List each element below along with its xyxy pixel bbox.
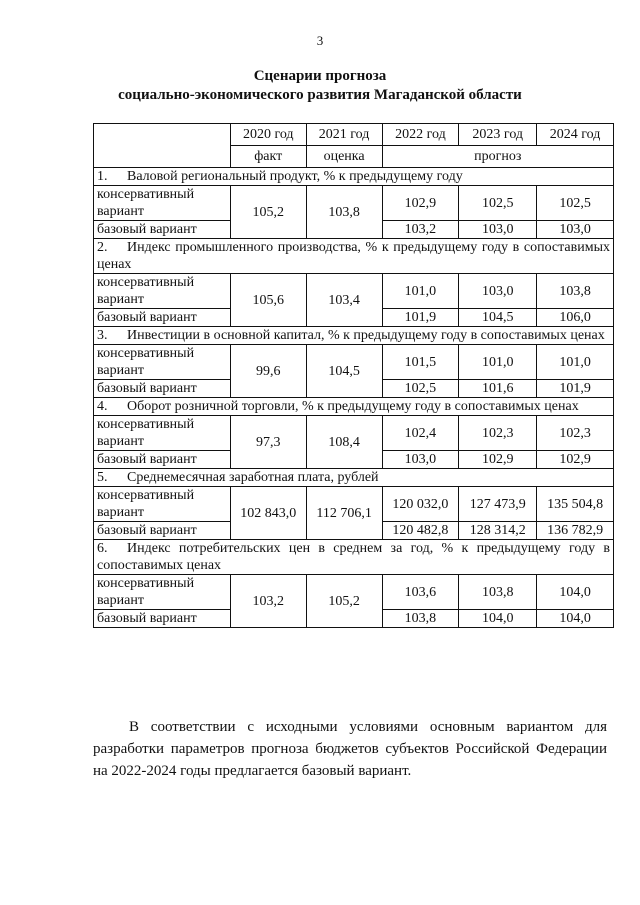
document-title xyxy=(0,67,640,105)
conservative-2023: 103,8 xyxy=(459,575,537,610)
value-2020: 97,3 xyxy=(230,416,306,469)
row-label-conservative: консервативный вариант xyxy=(94,274,231,309)
conservative-2024: 104,0 xyxy=(537,575,614,610)
conservative-2024: 101,0 xyxy=(537,345,614,380)
conservative-2022: 120 032,0 xyxy=(382,487,459,522)
row-label-base: базовый вариант xyxy=(94,610,231,628)
conservative-row xyxy=(94,274,614,309)
base-2023: 102,9 xyxy=(459,451,537,469)
base-2023: 128 314,2 xyxy=(459,522,537,540)
forecast-table xyxy=(93,123,614,628)
value-2021: 104,5 xyxy=(306,345,382,398)
conservative-row xyxy=(94,416,614,451)
conservative-2022: 101,5 xyxy=(382,345,459,380)
header-empty-cell xyxy=(94,124,231,168)
section-title-cell xyxy=(94,540,614,575)
header-estimate: оценка xyxy=(306,146,382,168)
section-number: 3. xyxy=(97,328,108,343)
base-2024: 136 782,9 xyxy=(537,522,614,540)
header-fact: факт xyxy=(230,146,306,168)
row-label-conservative: консервативный вариант xyxy=(94,487,231,522)
value-2020: 102 843,0 xyxy=(230,487,306,540)
conservative-2024: 103,8 xyxy=(537,274,614,309)
conservative-2023: 127 473,9 xyxy=(459,487,537,522)
base-2023: 104,5 xyxy=(459,309,537,327)
section-title: Индекс потребительских цен в среднем за год, % к предыдущему году в сопоставимых ценах xyxy=(97,541,610,573)
conservative-2024: 102,5 xyxy=(537,186,614,221)
header-year-2021: 2021 год xyxy=(306,124,382,146)
base-2024: 102,9 xyxy=(537,451,614,469)
value-2020: 105,2 xyxy=(230,186,306,239)
value-2021: 108,4 xyxy=(306,416,382,469)
row-label-base: базовый вариант xyxy=(94,309,231,327)
value-2021: 103,8 xyxy=(306,186,382,239)
section-number: 2. xyxy=(97,240,108,255)
conservative-2023: 103,0 xyxy=(459,274,537,309)
value-2021: 103,4 xyxy=(306,274,382,327)
base-2024: 101,9 xyxy=(537,380,614,398)
conservative-row xyxy=(94,345,614,380)
section-header-row xyxy=(94,239,614,274)
conservative-2023: 101,0 xyxy=(459,345,537,380)
section-number: 4. xyxy=(97,399,108,414)
row-label-base: базовый вариант xyxy=(94,380,231,398)
row-label-conservative: консервативный вариант xyxy=(94,186,231,221)
value-2021: 112 706,1 xyxy=(306,487,382,540)
section-header-row xyxy=(94,540,614,575)
section-title: Оборот розничной торговли, % к предыдущему году в сопоставимых ценах xyxy=(127,399,579,414)
header-year-2020: 2020 год xyxy=(230,124,306,146)
base-2022: 101,9 xyxy=(382,309,459,327)
value-2020: 105,6 xyxy=(230,274,306,327)
conservative-2024: 102,3 xyxy=(537,416,614,451)
section-title: Индекс промышленного производства, % к предыдущему году в сопоставимых ценах xyxy=(97,240,610,272)
header-year-2024: 2024 год xyxy=(537,124,614,146)
base-2023: 101,6 xyxy=(459,380,537,398)
title-line-2: социально-экономического развития Магаданской области xyxy=(118,87,522,103)
conservative-2024: 135 504,8 xyxy=(537,487,614,522)
page-number: 3 xyxy=(316,33,324,48)
section-header-row xyxy=(94,398,614,416)
section-title-cell xyxy=(94,168,614,186)
base-2022: 103,2 xyxy=(382,221,459,239)
header-year-2022: 2022 год xyxy=(382,124,459,146)
value-2020: 103,2 xyxy=(230,575,306,628)
conservative-row xyxy=(94,186,614,221)
section-title-cell xyxy=(94,327,614,345)
row-label-conservative: консервативный вариант xyxy=(94,575,231,610)
conservative-row xyxy=(94,487,614,522)
conclusion-paragraph: В соответствии с исходными условиями основным вариантом для разработки параметров прогноза бюджетов субъектов Российской Федерации на 2022-2024 годы предлагается базовый вариант. xyxy=(93,719,607,779)
conservative-2022: 103,6 xyxy=(382,575,459,610)
base-2022: 103,0 xyxy=(382,451,459,469)
row-label-base: базовый вариант xyxy=(94,221,231,239)
row-label-conservative: консервативный вариант xyxy=(94,416,231,451)
conservative-2022: 101,0 xyxy=(382,274,459,309)
base-2023: 103,0 xyxy=(459,221,537,239)
base-2022: 102,5 xyxy=(382,380,459,398)
section-number: 5. xyxy=(97,470,108,485)
section-title: Валовой региональный продукт, % к предыдущему году xyxy=(127,169,463,184)
row-label-conservative: консервативный вариант xyxy=(94,345,231,380)
base-2024: 106,0 xyxy=(537,309,614,327)
section-number: 1. xyxy=(97,169,108,184)
header-year-2023: 2023 год xyxy=(459,124,537,146)
row-label-base: базовый вариант xyxy=(94,522,231,540)
row-label-base: базовый вариант xyxy=(94,451,231,469)
section-number: 6. xyxy=(97,541,108,556)
header-forecast: прогноз xyxy=(382,146,613,168)
section-title: Инвестиции в основной капитал, % к предыдущему году в сопоставимых ценах xyxy=(127,328,605,343)
conservative-2023: 102,3 xyxy=(459,416,537,451)
base-2024: 104,0 xyxy=(537,610,614,628)
section-title-cell xyxy=(94,469,614,487)
conservative-2022: 102,9 xyxy=(382,186,459,221)
header-row-years xyxy=(94,124,614,146)
base-2024: 103,0 xyxy=(537,221,614,239)
value-2021: 105,2 xyxy=(306,575,382,628)
section-header-row xyxy=(94,168,614,186)
base-2023: 104,0 xyxy=(459,610,537,628)
base-2022: 120 482,8 xyxy=(382,522,459,540)
conservative-row xyxy=(94,575,614,610)
conservative-2022: 102,4 xyxy=(382,416,459,451)
value-2020: 99,6 xyxy=(230,345,306,398)
section-header-row xyxy=(94,327,614,345)
title-line-1: Сценарии прогноза xyxy=(253,68,387,84)
base-2022: 103,8 xyxy=(382,610,459,628)
section-title: Среднемесячная заработная плата, рублей xyxy=(127,470,379,485)
conservative-2023: 102,5 xyxy=(459,186,537,221)
section-title-cell xyxy=(94,398,614,416)
section-header-row xyxy=(94,469,614,487)
section-title-cell xyxy=(94,239,614,274)
